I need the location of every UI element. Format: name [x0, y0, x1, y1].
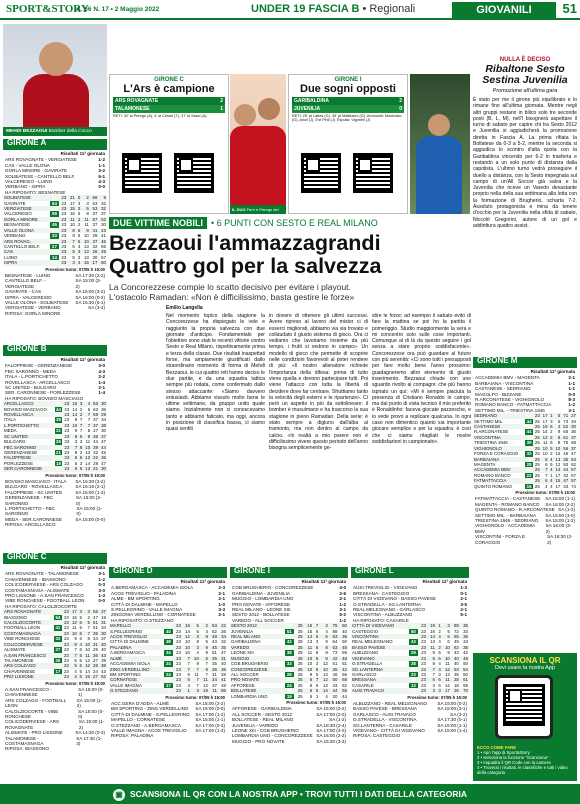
table-row: CAS 25 23 5 3 13 26 49 — [4, 249, 106, 255]
photo-caption: MEHDI BEZZAOUI Bomber della Cocco — [3, 127, 107, 136]
table-row: CASARILE 13 23 3 6 14 18 59 — [352, 682, 468, 688]
table-row: CHIAVENNESE 17 23 4 5 14 24 43 — [4, 668, 106, 674]
table-row: PRO NOVATE 27 25 6 7 12 50 68 — [231, 677, 347, 683]
girone-b-box: GIRONE B Risultati 11ª giornata FALOPPIESE - GERENZANESE 3-0 FBC SARONNO - MEDA 4-3 ITALA - L.PORTICHETTO 2-2 ROVELLASCA - ARCELLASCO 1-4 SC UNITED - BULGARO 2-1 SER. CARONNESE - PORLEZZESE 1-4 HA RIPOSATO: BOVISIO MASCIAGO ARCELLASCO 51 23 16 3 4 63 30 BOVISIO MASCIAGO 44 23 14 2 6 63 36 ROVELLASCA 44 23 14 2 7 59 29 ITALA 38 23 9 7 7 37 34 L.PORTICHETTO 37 23 10 7 7 37 38 MEDA 31 23 9 7 8 27 30 SC UNITED 30 23 8 6 9 36 37 BULGARO 26 23 3 3 11 44 47 FBC SARONNO 24 23 7 8 10 39 44 GERENZANESE 21 23 8 2 13 32 45 FALOPPIESE 21 23 5 6 12 22 36 PORLEZZESE 18 23 5 3 14 28 47 SER.CARONNESE 20 23 5 5 13 21 30 Prossimo turno: 07/05 h 15:00 BOVISIO MASCIAGO - ITALA SA 15:30 (2-2) BULGARO - ROVELLASCA SA 16:15 (2-1) FALOPPIESE - SC UNITED SA 15:00 (1-3) GERENZANESE - FBC SARONNO SA 15:00 (2-0) L.PORTICHETTO - FBC SARONNO SA 15:00 (1-0) MEDA - SER.CARONNESE SA 15:00 (0-0) RIPOSA: ARCELLASCO — [4, 344, 106, 528]
result-row: ACOS TREVIGLIO - PALADINA 2-1 — [111, 590, 225, 596]
table-row: GERENZANESE 21 23 8 2 13 32 45 — [4, 449, 106, 455]
table-row: BRESSANA 20 23 5 6 11 28 61 — [352, 677, 468, 683]
qr-code-icon[interactable] — [122, 153, 162, 193]
table-row: ROVELLASCA 44 23 14 2 7 59 29 — [4, 412, 106, 418]
table-row: ALL SOCCER 28 25 9 5 13 46 56 — [231, 671, 347, 677]
qr-code-icon[interactable] — [301, 153, 341, 193]
fixture-row: RIPOSA: ARCELLASCO — [5, 522, 56, 528]
promo-girone-c — [109, 74, 229, 214]
fixture-row: RIPOSA: GORLA MINORE — [5, 310, 61, 316]
standings-table — [3, 401, 107, 471]
table-row: ALBUZZANO 29 23 9 5 9 43 42 — [352, 650, 468, 656]
player-photo — [3, 24, 107, 127]
promo-c-team1: ARS ROVAGNATE 2 — [115, 98, 223, 104]
fixture-row: CANTELLO BELF. - VERGIATESE SA 15:00 (3-2) — [5, 278, 102, 289]
promo-c-scorers: RETI: 32' st Perego (A), 4' st Cesari (T), 37' st Sassi (A). — [113, 114, 208, 118]
result-row: ROVELLASCA - ARCELLASCO 1-4 — [5, 379, 105, 385]
table-row: PORLEZZESE 18 23 5 3 14 28 47 — [4, 460, 106, 466]
result-row: S.PELLEGRINO - VALLE IMAGNA 3-3 — [111, 607, 225, 613]
table-row: CORNATESE 24 23 6 7 11 34 41 — [110, 677, 226, 683]
table-row: SEDRIANO 55 23 17 1 5 71 27 — [474, 413, 576, 419]
scan-qr-box: SCANSIONA IL QR Devi usare la nostra App ECCO COME FARE 1 • Apri l'app di Sport&Story 2 • Seleziona la funzione "Scansiona" 3 • Inquadra il QR Code con la camera 4 • Troverai i risultati, le classifiche e tutti i video della categoria — [473, 653, 577, 781]
table-row: COLICODERVIESE 31 23 9 4 10 31 40 — [4, 641, 106, 647]
result-row: CGB BRUGHERIO - CONCOREZZESE 4-0 — [232, 585, 346, 591]
table-row: ZING.VERDELLINO 24 23 7 7 9 36 36 — [110, 666, 226, 672]
table-row: QUINTO ROMANO 16 25 4 4 17 33 74 — [474, 483, 576, 489]
fixture-row: ALL SOCCER - SESTO 2012 SA 17:00 (2-0) — [232, 711, 346, 717]
result-row: FALOPPIESE - GERENZANESE 3-0 — [5, 363, 105, 369]
result-row: ZINGONIA VERDELLINO - CORNATESE 2-1 — [111, 612, 225, 618]
category-tag: GIOVANILI — [452, 2, 556, 19]
fixture-row: GAVIRATE - CAS SA 15:00 (3-2) — [5, 289, 105, 295]
result-row: HA RIPOSATO: O.STEZZANO — [111, 617, 174, 623]
table-row: REAL MILANO 47 25 14 5 6 63 36 — [231, 634, 347, 640]
fixture-row: RIPOSA: IBASSONO — [5, 746, 49, 752]
table-row: L.PORTICHETTO 37 23 10 7 7 37 38 — [4, 422, 106, 428]
table-row: BOLLATESE 23 25 6 5 14 44 56 — [231, 688, 347, 694]
table-row: AFFORESE 24 25 6 6 13 43 62 — [231, 682, 347, 688]
girone_i-title: GIRONE I — [230, 567, 348, 578]
fixture-row: FATMATTACCIA - CASTANESE SA 15:00 (1-1) — [475, 496, 575, 502]
table-row: CALOLZIOCORTE 45 23 12 6 5 51 31 — [4, 620, 106, 626]
table-row: O.STRADELLA 28 23 8 4 11 40 50 — [352, 661, 468, 667]
table-row: IBASSONO 54 23 16 5 2 47 19 — [4, 614, 106, 620]
table-row: SETTIMO MIL. 44 25 17 3 5 73 34 — [474, 418, 576, 424]
article-col-3: stire le forze; ad esempio il sabato evito di fare la mattina se poi ho la partita il pomeriggio. Studio maggiormente la sera e mi concentro solo sulle cose importanti. Comunque al di là da questo seguire i gol senza a stare proprio soddisfacente». Concorezzese ora può guardare al futuro con più serenità: «Ci sono tutti i presupposti per fare molto bene l'anno prossimo: guadagneremo altro elemento di giusto inserimento. Bezzaoui chiude con uno sguardo rivolto ai compagni: che più hanno ispirato un qui: «Mi è sempre piaciuta la presenza di Cristiano Ronaldo in campo, ma dal punto di vista tecnico il mio preferito è Ronaldinho: faceva giocate pazzesche, e io vede provo a replicare qualcuna. In ogni caso non dimentico quanto sia importante giocare semplice e per la squadra: è così che ci siamo ritagliati le nostre soddisfazioni in campionato». — [372, 313, 471, 445]
table-row: SG.LANTERNA 21 23 7 4 12 53 54 — [352, 666, 468, 672]
girone-d-box: GIRONE D Risultati 11ª giornata A.BERGAMASCA - ACCADEMIA ISOLA 2-3 ACOS TREVIGLIO - PALADINA 2-1 ALME - BM SPORTING 2-1 CITTÀ DI DALMINE - MAPELLO 1-0 S.PELLEGRINO - VALLE IMAGNA 3-3 ZINGONIA VERDELLINO - CORNATESE 2-1 HA RIPOSATO: O.STEZZANO MAPELLO 58 23 16 5 2 53 22 S.PELLEGRINO 40 23 14 5 4 52 26 ACOS TREVIGLIO 39 23 12 3 8 48 34 CITTÀ DI DALMINE 38 23 10 8 5 43 32 PALADINA 34 23 10 3 9 45 35 A.BERGAMASCA 34 23 10 4 9 51 47 ALMÈ 31 23 7 10 6 35 31 ACCADEMIA ISOLA 24 23 7 9 7 35 40 ZING.VERDELLINO 24 23 7 7 9 36 36 BM SPORTING 24 23 5 11 7 31 28 CORNATESE 24 23 6 7 11 34 41 VALLE IMAGNA 17 23 4 7 12 37 48 O.STEZZANO 8 23 1 3 19 11 86 Prossimo turno: 07/05 h 15:00 ACC.GERA D'ADDA - ALMÈ SA 15:00 (2-2) BM SPORTING - ZING.VERDELLINO SA 15:00 (0-0) CITTÀ DI DALMINE - S.PELLEGRINO SA 17:00 (1-2) MAPELLO - CORNATESE SA 15:00 (1-1) O.STEZZANO - A.BERGAMASCA SA 17:00 (0-3) VALLE IMAGNA - ACOS TREVIGLIO SA 17:00 (1-4) RIPOSA: PALADINA — [110, 566, 226, 739]
table-row: PALADINA 34 23 10 3 9 45 35 — [110, 644, 226, 650]
result-row: PRO NOVATE - AFFORESE 1-2 — [232, 601, 346, 607]
table-row: BARBAIANA 28 25 8 4 13 35 54 — [474, 456, 576, 462]
table-row: FALOPPIESE 21 23 5 6 12 22 36 — [4, 455, 106, 461]
table-row: COSTAMASNAGA 37 23 10 6 7 35 30 — [4, 630, 106, 636]
table-row: CANTELLO BELF. 27 23 6 3 13 32 65 — [4, 243, 106, 249]
table-row: ARCELLASCO 51 23 16 3 4 63 30 — [4, 401, 106, 407]
result-row: SER. CARONNESE - PORLEZZESE 1-4 — [5, 390, 105, 396]
result-row: CHIAVENNESE - IBASSONO 1-2 — [5, 576, 105, 582]
table-row: LOMBARDIA UNO 19 25 5 1 4 20 44 — [231, 693, 347, 699]
result-row: CAS - VALLE OLONA 1-1 — [5, 162, 105, 168]
table-row: VALLE OLONA 38 23 8 6 9 41 43 — [4, 227, 106, 233]
result-row: ALME - BM SPORTING 2-1 — [111, 596, 225, 602]
result-row: REAL MILANO - LEONE XIII 3-1 — [232, 607, 346, 613]
table-row: ITALA 38 23 9 7 7 37 34 — [4, 417, 106, 423]
result-row: ROMANO BANCO - FATMATTACCIA 1-2 — [475, 402, 575, 408]
fixture-row: O.STRADELLA - VISCONTINA SA 17:30 (0-1) — [353, 717, 467, 723]
result-row: MUGGIO - LOMBARDIA UNO 2-1 — [232, 596, 346, 602]
fixture-row: COLICODERVIESE - ARS ROVAGNATE SA 15:00 (1-2) — [5, 719, 105, 730]
result-row: SESTO 2012 - BOLLATESE 5-2 — [232, 612, 346, 618]
table-row: O.STEZZANO 8 23 1 3 19 11 86 — [110, 688, 226, 694]
result-row: GORLA MINORE - GAVIRATE 3-2 — [5, 168, 105, 174]
result-row: O.STRADELLA - SG.LANTERNA 3-5 — [353, 601, 467, 607]
table-row: LEONE XIII 38 25 11 6 8 73 69 — [231, 650, 347, 656]
table-row: ARS COLZAGO 21 23 5 6 12 28 38 — [4, 663, 106, 669]
table-row: JUVENILIA 51 25 15 6 4 88 40 — [231, 628, 347, 634]
fixture-row: O.STEZZANO - A.BERGAMASCA SA 17:00 (0-3) — [111, 722, 225, 728]
table-row: VALCERESIO 59 23 16 5 8 37 37 — [4, 211, 106, 217]
table-row: VERGIATESE 44 23 15 3 5 53 32 — [4, 206, 106, 212]
girone_m-title: GIRONE M — [473, 357, 577, 368]
table-row: ARS ROVAGNATE 54 23 17 3 3 65 27 — [4, 609, 106, 615]
table-row: TRIESTINA 1946 39 25 11 6 8 75 68 — [474, 440, 576, 446]
fixture-row: VALLE IMAGNA - ACOS TREVIGLIO SA 17:00 (1-4) — [111, 727, 225, 733]
table-row: S.PELLEGRINO 40 23 14 5 4 52 26 — [110, 628, 226, 634]
qr-icon: ▣ — [113, 789, 125, 801]
fixture-row: JUVENILIA - VAREDO SA 18:30 (2-4) — [232, 722, 346, 728]
table-row: CITTÀ DI VIGEVANO 60 23 19 1 3 89 35 — [352, 623, 468, 629]
phone-icon — [495, 675, 553, 739]
table-row: CGB BRUGHERIO 33 25 10 3 12 51 51 — [231, 661, 347, 667]
fixture-row: VALLE OLONA - SOLBIATESE SA 15:30 (5-1) — [5, 299, 105, 305]
girone_l-title: GIRONE L — [351, 567, 469, 578]
table-row: FBC SARONNO 24 23 7 8 10 39 44 — [4, 444, 106, 450]
fixture-row: TRIESTINA 1946 - SEDRIANO SA 15:00 (1-2) — [475, 517, 575, 523]
fixture-row: VIGHIGNOLO - ACCADEMIA BMV SA 16:00 (3-2) — [475, 523, 572, 534]
promo-c-label: GIRONE C — [154, 77, 184, 83]
promo-i-team2: JUVENILIA 0 — [294, 106, 402, 112]
table-row: FATMATTACCIA 22 25 6 4 15 47 57 — [474, 478, 576, 484]
result-row: VIBE RONCHESE - FOOTBALL LEON 0-0 — [5, 598, 105, 604]
result-row: CITTÀ DI DALMINE - MAPELLO 1-0 — [111, 601, 225, 607]
table-row: PRO LISSONE 14 23 3 5 15 27 52 — [4, 674, 106, 680]
girone_c-title: GIRONE C — [3, 553, 107, 564]
result-row: VAREDO - ALL SOCCER 1-2 — [232, 617, 346, 623]
page-footer: ▣ SCANSIONA IL QR CON LA NOSTRA APP • TROVI TUTTI I DATI DELLA CATEGORIA — [0, 784, 580, 804]
standings-table — [109, 623, 227, 693]
sidebar-story: NULLA È DECISO Ribaltone Sesto Sestina Juvenilia Promozione all'ultima gara È stato per me il girone più equilibrato e lo rimane fino all'ultima giornata. Mentre negli altri gruppi restano in bilico solo tre seconde posti (B, L, M), nell'I bisognerà aspettare il turno di sabato per capire chi tra Sesto 2012 e Juvenilia si aggiudicherà la promozione diretta in Fascia A. La prima rifiata la Bollatese da 0-3 a 5-2, mentre la seconda si aggiudica lo scontro d'alta quota con la Garibaldina vincendo per 6-2 in trasferta e restando a un solo punto di distanza dalla capolista. L'ultimo turno vedrà proseguire il duello a distanza, con la Sesto impegnata sul campo di un'All Soccer già salva e la Juvenilia che riceve un Varedo devastante proprio nella della sua settimana alla lotta con la formazione di Brugherio, scharta 7-2. Assoluto protagonista e mina da tenere d'occhio per la Juvenilia nella sfida di sabato, Niccolò Gregorini, autore di un gol e addirittura quattro assist. — [473, 57, 577, 229]
table-row: SOLBIATESE 34 23 21 0 2 66 9 — [4, 195, 106, 201]
table-row: SC UNITED 30 23 8 6 9 36 37 — [4, 433, 106, 439]
table-row: CASTANESE 48 25 15 6 4 52 30 — [474, 424, 576, 430]
fixture-row: GARLASCO - AUSI.TRAVACO SA (3-2) — [353, 711, 467, 717]
result-row: VERBANO - ISPRA 0-0 — [5, 184, 105, 190]
table-row: VERBANO 33 23 8 5 10 29 41 — [4, 233, 106, 239]
result-row: CASTANESE - SEDRIANO 1-1 — [475, 386, 575, 392]
result-row: HA RIPOSATO: BESNATESE — [5, 189, 66, 195]
player-head — [39, 42, 73, 76]
table-row: MAGENTA 28 25 8 5 12 50 62 — [474, 461, 576, 467]
table-row: VISCONTINA 38 25 12 2 8 61 37 — [474, 434, 576, 440]
fixture-row: RIPOSA: PALADINA — [111, 733, 154, 739]
fixture-row: BOLLATESE - REAL MILANO SA (1-2) — [232, 717, 346, 723]
result-row: COLICODERVIESE - ARS COLZAGO 0-3 — [5, 582, 105, 588]
result-row: COSTAMASNAGA - ALISMATE 3-0 — [5, 587, 105, 593]
fixture-row: ALBUZZANO - REAL MELEGNANO SA 15:00 (0-2) — [353, 700, 467, 706]
girone-l-box: GIRONE L Risultati 11ª giornata AUSI.TREVIGLIO - VIGEVANO 1-3 BRESSANA - CASTEGGIO 0-1 CITTÀ DI VIGEVANO - BASSO PAVESE 2-1 O.STRADELLA - SG.LANTERNA 3-5 REAL MELEGNANO - GARLASCO 2-1 VISCONTINA - ALBUZZANO 5-1 HA RIPOSATO: CASARILE CITTÀ DI VIGEVANO 60 23 19 1 3 89 35 CASTEGGIO 50 23 16 2 5 72 33 VISCONTINA 44 23 14 4 5 55 36 REAL MELEGNANO 43 23 13 4 6 49 34 BASSO PAVESE 33 23 11 2 10 62 35 ALBUZZANO 29 23 9 5 9 43 42 VIGEVANO 26 23 8 5 10 40 48 O.STRADELLA 28 23 8 4 11 40 50 SG.LANTERNA 21 23 7 4 12 53 54 GARLASCO 23 23 7 3 13 35 50 BRESSANA 20 23 5 6 11 28 61 CASARILE 13 23 3 6 14 18 59 AUSI.TRAVACO 11 23 3 3 17 26 70 Prossimo turno: 07/05 h 15:00 ALBUZZANO - REAL MELEGNANO SA 15:00 (0-2) BASSO PAVESE - BRESSANA SA 15:00 (3-1) GARLASCO - AUSI.TRAVACO SA (3-2) O.STRADELLA - VISCONTINA SA 17:30 (0-1) SG.LANTERNA - CASARILE SA 15:00 (1-1) VIGEVANO - CITTÀ DI VIGEVANO SA 15:00 (1-4) RIPOSA: CASTEGGIO — [352, 566, 468, 739]
table-row: MUGGIO 34 25 10 6 9 42 48 — [231, 655, 347, 661]
juvenilia-photo — [410, 74, 470, 214]
fixture-row: GERENZANESE - FBC SARONNO SA 15:00 (2-0) — [5, 495, 102, 506]
table-row: ACCADEMIA BMV 28 25 7 4 14 44 57 — [474, 467, 576, 473]
table-row: CITTÀ DI DALMINE 38 23 10 8 5 43 32 — [110, 639, 226, 645]
table-row: VISCONTINA 44 23 14 4 5 55 36 — [352, 634, 468, 640]
table-row: FOOTBALL LEON 41 23 11 5 7 51 34 — [4, 625, 106, 631]
team-photo — [230, 74, 286, 214]
table-row: CASTEGGIO 50 23 16 2 5 72 33 — [352, 628, 468, 634]
table-row: REAL MELEGNANO 43 23 13 4 6 49 34 — [352, 639, 468, 645]
result-row: PRO LISSONE - A.SAN FRANCESCO 1-3 — [5, 593, 105, 599]
result-row: FBC SARONNO - MEDA 4-3 — [5, 368, 105, 374]
page-header — [0, 0, 580, 20]
table-row: ROMANO BANCO 22 25 7 1 17 32 67 — [474, 472, 576, 478]
fixture-row: CALOLZIOCORTE - VIBE RONCHESE SA 15:00 (0-0) — [5, 708, 104, 719]
player-shirt — [23, 74, 89, 127]
result-row: MAGOLFO - BIZZANE 0-0 — [475, 391, 575, 397]
fixture-row: MAPELLO - CORNATESE SA 15:00 (1-1) — [111, 717, 225, 723]
fixture-row: FALOPPIESE - SC UNITED SA 15:00 (1-3) — [5, 489, 105, 495]
table-row: VIBE RONCHESE 33 23 9 6 8 34 37 — [4, 636, 106, 642]
fixture-row: CITTÀ DI DALMINE - S.PELLEGRINO SA 17:00 (1-2) — [111, 711, 225, 717]
fixture-row: ALISMATE - PRO LISSONE SA 14:30 (0-3) — [5, 730, 105, 736]
table-row: ACCADEMIA ISOLA 24 23 7 9 7 35 40 — [110, 661, 226, 667]
fixture-row: BM SPORTING - ZING.VERDELLINO SA 15:00 (0-0) — [111, 706, 225, 712]
standings-table — [473, 413, 577, 489]
article-author: Emilio Langella — [166, 305, 203, 311]
result-row: ACCADEMIA BMV - MAGENTA 2-1 — [475, 375, 575, 381]
result-row: A.BERGAMASCA - ACCADEMIA ISOLA 2-3 — [111, 585, 225, 591]
result-row: SETTIMO MIL. - TRIESTINA 1946 3-1 — [475, 407, 575, 413]
result-row: HA RIPOSATO: CASARILE — [353, 617, 409, 623]
fixture-row: VIGEVANO - CITTÀ DI VIGEVANO SA 15:00 (1-4) — [353, 727, 467, 733]
table-row: MEDA 31 23 9 7 8 27 30 — [4, 428, 106, 434]
table-row: ISPRA 13 23 3 4 16 17 60 — [4, 260, 106, 266]
girone_a-title: GIRONE A — [3, 139, 107, 150]
fixture-row: VERGIATESE - VERBANO SA (3-4) — [5, 305, 105, 311]
table-row: SESTO 2012 53 25 15 7 3 75 50 — [231, 623, 347, 629]
table-row: VIGHIGNOLO 35 25 10 5 10 56 37 — [474, 445, 576, 451]
issue-info: A. 66 N. 17 • 2 Maggio 2022 — [76, 5, 160, 13]
table-row: A.SAN FRANCESCO 26 23 7 5 11 36 43 — [4, 652, 106, 658]
result-row: HA RIPOSATO: BOVISIO MASCIAGO — [5, 395, 84, 401]
fixture-row: LEONE XIII - CGB BRUGHERIO SA 17:00 (4-0) — [232, 727, 346, 733]
result-row: ARS ROVAGNATE - TALAMONESE 3-1 — [5, 571, 105, 577]
table-row: GARIBALDINA 42 25 13 3 9 64 50 — [231, 639, 347, 645]
fixture-row: QUINTO ROMANO - R.ARCONATESE SA (1-3) — [475, 507, 575, 513]
fixture-row: MEDA - SER.CARONNESE SA 15:00 (0-0) — [5, 516, 105, 522]
girone-a-box: GIRONE A Risultati 11ª giornata ARS ROVAGNATE - VERGIATESE 1-2 CAS - VALLE OLONA 1-1 GORLA MINORE - GAVIRATE 3-2 SOLBIATESE - CANTELLO BELF. 5-1 VALCERESIO - LUINO 4-3 VERBANO - ISPRA 0-0 HA RIPOSATO: BESNATESE SOLBIATESE 34 23 21 0 2 66 9 GAVIRATE 64 23 17 3 3 63 32 VERGIATESE 44 23 15 3 5 53 32 VALCERESIO 59 23 16 5 8 37 37 GORLA MINORE 58 23 11 2 11 57 52 BESNATESE 45 23 10 2 11 37 30 VALLE OLONA 38 23 8 6 9 41 43 VERBANO 33 23 8 5 10 29 41 ARS ROVAG. 27 23 7 6 10 37 46 CANTELLO BELF. 27 23 6 3 13 32 65 CAS 25 23 5 3 13 26 49 LUINO 14 23 5 3 13 30 57 ISPRA 13 23 3 4 16 17 60 Prossimo turno: 07/05 h 15:00 BESNATESE - LUINO SA 17:30 (2-2) CANTELLO BELF. - VERGIATESE SA 15:00 (3-2) GAVIRATE - CAS SA 15:00 (3-2) ISPRA - VALCERESIO SA 16:00 (0-2) VALLE OLONA - SOLBIATESE SA 15:30 (5-1) VERGIATESE - VERBANO SA (3-4) RIPOSA: GORLA MINORE — [4, 138, 106, 316]
table-row: BASSO PAVESE 33 23 11 2 10 62 35 — [352, 644, 468, 650]
fixture-row: L.PORTICHETTO - FBC SARONNO SA 15:00 (1-0) — [5, 505, 103, 517]
fixture-row: ACC.GERA D'ADDA - ALMÈ SA 15:00 (2-2) — [111, 700, 225, 706]
result-row: R.ARCONATESE - VIGHIGNOLO 8-3 — [475, 397, 575, 403]
table-row: LUINO 14 23 5 3 13 30 57 — [4, 254, 106, 260]
section-title: UNDER 19 FASCIA B • Regionali — [251, 3, 416, 15]
table-row: ARS ROVAG. 27 23 7 6 10 37 46 — [4, 238, 106, 244]
table-row: GORLA MINORE 58 23 11 2 11 57 52 — [4, 216, 106, 222]
page-number: 51 — [562, 1, 577, 16]
fixture-row: VISCONTINI - FORZA E CORAGGIO SA 18:30 (2-2) — [475, 534, 573, 545]
fixture-row: BASSO PAVESE - BRESSANA SA 15:00 (3-1) — [353, 706, 467, 712]
article-kicker: DUE VITTIME NOBILI • 6 PUNTI CON SESTO E REAL MILANO — [109, 217, 378, 229]
girone-c-box: GIRONE C Risultati 11ª giornata ARS ROVAGNATE - TALAMONESE 3-1 CHIAVENNESE - IBASSONO 1-2 COLICODERVIESE - ARS COLZAGO 0-3 COSTAMASNAGA - ALISMATE 3-0 PRO LISSONE - A.SAN FRANCESCO 1-3 VIBE RONCHESE - FOOTBALL LEON 0-0 HA RIPOSATO: CALOLZIOCORTE ARS ROVAGNATE 54 23 17 3 3 65 27 IBASSONO 54 23 16 5 2 47 19 CALOLZIOCORTE 45 23 12 6 5 51 31 FOOTBALL LEON 41 23 11 5 7 51 34 COSTAMASNAGA 37 23 10 6 7 35 30 VIBE RONCHESE 33 23 9 6 8 34 37 COLICODERVIESE 31 23 9 4 10 31 40 ALISMATE 27 23 7 6 10 25 40 A.SAN FRANCESCO 26 23 7 5 11 36 43 TALAMONESE 25 23 5 5 12 27 39 ARS COLZAGO 21 23 5 6 12 28 38 CHIAVENNESE 17 23 4 5 14 24 43 PRO LISSONE 14 23 3 5 15 27 52 Prossimo turno: 07/05 h 15:00 A.SAN FRANCESCO - CHIAVENNESE SA 15:00 (0-1) ARS COLZAGO - FOOTBALL LEON SA 15:00 (1-2) CALOLZIOCORTE - VIBE RONCHESE SA 15:00 (0-0) COLICODERVIESE - ARS ROVAGNATE SA 15:00 (1-2) ALISMATE - PRO LISSONE SA 14:30 (0-3) TALAMONESE - COSTAMASNAGA SA 17:30 (1-3) RIPOSA: IBASSONO — [4, 552, 106, 752]
result-row: VISCONTINA - ALBUZZANO 5-1 — [353, 612, 467, 618]
promo-i-team1: GARIBALDINA 2 — [294, 98, 402, 104]
qr-code-icon[interactable] — [503, 684, 545, 726]
table-row: CONCOREZZESE 30 25 10 5 10 35 42 — [231, 666, 347, 672]
promo-c-title: L'Ars è campione — [123, 83, 215, 95]
fixture-row: AFFORESE - GARIBALDINA SA 15:00 (0-2) — [232, 706, 346, 712]
standings-table — [3, 195, 107, 265]
promo-i-title: Due sogni opposti — [300, 83, 396, 95]
promo-i-label: GIRONE I — [334, 77, 362, 83]
table-row: BM SPORTING 24 23 5 11 7 31 28 — [110, 671, 226, 677]
result-row: ITALA - L.PORTICHETTO 2-2 — [5, 374, 105, 380]
fixture-row: SETTIMO MIL. - BARBAIANA SA 15:00 (3-0) — [475, 512, 575, 518]
result-row: AUSI.TREVIGLIO - VIGEVANO 1-3 — [353, 585, 467, 591]
result-row: CITTÀ DI VIGEVANO - BASSO PAVESE 2-1 — [353, 596, 467, 602]
article-col-2: in dovere di ottenere gli ultimi successi. Avere ripreso al lavoro del mister ci di esserci migliorati, abbiamo via via trovato e collaudato il giusto sistema di gioco. Ora ci vediamo che lavoriamo insieme da più tempo, i frutti si vedono in campo». Un modello di gioco che permette di scoprire nelle condizioni favorevoli al poter rendere di più: «Il nostro allenatore richiede l'importanza della difesa: prima di tutto viene quella e devono partecipare tutti. Poi viene l'attacco con tutta la libertà di decidere dove far centrare. Sfruttiamo tanto la velocità degli esterni e le ripartenze». Ci però un aspetto in più da sottolineare: il bomber è musulmano e ha trascorso la sua stagione in pieno Ramadan. Della serie: è stato sempre a digiuno dall'alba al tramonto, ma non dentro al campo da calcio. «In realtà a mio parere non è difficilissimo vivere questo periodo dell'anno bisogna semplicemente ge- — [269, 313, 368, 452]
table-row: SER.CARONNESE 20 23 5 5 13 21 30 — [4, 466, 106, 472]
result-row: BARBAIANA - VISCONTINA 1-1 — [475, 380, 575, 386]
result-row: BRESSANA - CASTEGGIO 0-1 — [353, 590, 467, 596]
promo-girone-i — [288, 74, 408, 214]
result-row: HA RIPOSATO: CALOLZIOCORTE — [5, 603, 77, 609]
result-row: SOLBIATESE - CANTELLO BELF. 5-1 — [5, 173, 105, 179]
fixture-row: ARS COLZAGO - FOOTBALL LEON SA 15:00 (1-2) — [5, 697, 103, 709]
fixture-row: TALAMONESE - COSTAMASNAGA SA 17:30 (1-3) — [5, 735, 102, 746]
table-row: R.ARCONATESE 44 25 14 2 9 66 36 — [474, 429, 576, 435]
table-row: MAPELLO 58 23 16 5 2 53 22 — [110, 623, 226, 629]
table-row: BOVISIO MASCIAGO 44 23 14 2 6 63 36 — [4, 406, 106, 412]
table-row: ALMÈ 31 23 7 10 6 35 31 — [110, 655, 226, 661]
fixture-row: MUGGIO - PRO NOVATE SA 15:30 (3-3) — [232, 738, 346, 744]
table-row: FORZA E CORAGGIO 32 25 10 2 13 45 47 — [474, 451, 576, 457]
promo-c-team2: TALAMONESE 1 — [115, 106, 223, 112]
team-photo-caption: IL DUO Ferri e Perego del Rovagnate — [230, 205, 286, 214]
girone_b-title: GIRONE B — [3, 345, 107, 356]
girone-m-box: GIRONE M Risultati 11ª giornata ACCADEMIA BMV - MAGENTA 2-1 BARBAIANA - VISCONTINA 1-1 CASTANESE - SEDRIANO 1-1 MAGOLFO - BIZZANE 0-0 R.ARCONATESE - VIGHIGNOLO 8-3 ROMANO BANCO - FATMATTACCIA 1-2 SETTIMO MIL. - TRIESTINA 1946 3-1 SEDRIANO 55 23 17 1 5 71 27 SETTIMO MIL. 44 25 17 3 5 73 34 CASTANESE 48 25 15 6 4 52 30 R.ARCONATESE 44 25 14 2 9 66 36 VISCONTINA 38 25 12 2 8 61 37 TRIESTINA 1946 39 25 11 6 8 75 68 VIGHIGNOLO 35 25 10 5 10 56 37 FORZA E CORAGGIO 32 25 10 2 13 45 47 BARBAIANA 28 25 8 4 13 35 54 MAGENTA 28 25 8 5 12 50 62 ACCADEMIA BMV 28 25 7 4 14 44 57 ROMANO BANCO 22 25 7 1 17 32 67 FATMATTACCIA 22 25 6 4 15 47 57 QUINTO ROMANO 16 25 4 4 17 33 74 Prossimo turno: 07/05 h 15:00 FATMATTACCIA - CASTANESE SA 15:00 (1-1) MAGENTA - ROMANO BANCO SA 16:00 (2-2) QUINTO ROMANO - R.ARCONATESE SA (1-3) SETTIMO MIL. - BARBAIANA SA 15:00 (3-0) TRIESTINA 1946 - SEDRIANO SA 15:00 (1-2) VIGHIGNOLO - ACCADEMIA BMV SA 16:00 (3-2) VISCONTINI - FORZA E CORAGGIO SA 18:30 (2-2) — [474, 356, 576, 545]
table-row: ALISMATE 27 23 7 6 10 25 40 — [4, 647, 106, 653]
fixture-row: BOVISIO MASCIAGO - ITALA SA 15:30 (2-2) — [5, 478, 105, 484]
fixture-row: A.SAN FRANCESCO - CHIAVENNESE SA 15:00 (0-1) — [5, 686, 104, 698]
promo-i-scorers: RETI: 25' pt Lattes (G), 35' pt Mattiuzzo (G). Ammoniti: Montrasio (G), Arioli (J), 5'st Pelli (J). Espulsi: Vigorelli (J) — [292, 114, 402, 123]
table-row: AUSI.TRAVACO 11 23 3 3 17 26 70 — [352, 688, 468, 694]
result-row: ARS ROVAGNATE - VERGIATESE 1-2 — [5, 157, 105, 163]
table-row: A.BERGAMASCA 34 23 10 4 9 51 47 — [110, 650, 226, 656]
fixture-row: ISPRA - VALCERESIO SA 16:00 (0-2) — [5, 294, 105, 300]
article-headline: Bezzaoui l'ammazzagrandi Quattro gol per la salvezza — [109, 231, 382, 278]
fixture-row: BULGARO - ROVELLASCA SA 16:15 (2-1) — [5, 484, 105, 490]
table-row: ACOS TREVIGLIO 39 23 12 3 8 48 34 — [110, 634, 226, 640]
standings-table — [3, 609, 107, 679]
table-row: TALAMONESE 25 23 5 5 12 27 39 — [4, 657, 106, 663]
qr-code-icon[interactable] — [353, 153, 393, 193]
girone_d-title: GIRONE D — [109, 567, 227, 578]
table-row: GAVIRATE 64 23 17 3 3 63 32 — [4, 200, 106, 206]
result-row: SC UNITED - BULGARO 2-1 — [5, 385, 105, 391]
table-row: BESNATESE 45 23 10 2 11 37 30 — [4, 222, 106, 228]
table-row: GARLASCO 23 23 7 3 13 35 50 — [352, 671, 468, 677]
table-row: VALLE IMAGNA 17 23 4 7 12 37 48 — [110, 682, 226, 688]
girone-i-box: GIRONE I Risultati 11ª giornata CGB BRUGHERIO - CONCOREZZESE 4-0 GARIBALDINA - JUVENILIA 2-6 MUGGIO - LOMBARDIA UNO 2-1 PRO NOVATE - AFFORESE 1-2 REAL MILANO - LEONE XIII 3-1 SESTO 2012 - BOLLATESE 5-2 VAREDO - ALL SOCCER 1-2 SESTO 2012 53 25 15 7 3 75 50 JUVENILIA 51 25 15 6 4 88 40 REAL MILANO 47 25 14 5 6 63 36 GARIBALDINA 42 25 13 3 9 64 50 VAREDO 38 25 11 6 8 53 48 LEONE XIII 38 25 11 6 8 73 69 MUGGIO 34 25 10 6 9 42 48 CGB BRUGHERIO 33 25 10 3 12 51 51 CONCOREZZESE 30 25 10 5 10 35 42 ALL SOCCER 28 25 9 5 13 46 56 PRO NOVATE 27 25 6 7 12 50 68 AFFORESE 24 25 6 6 13 43 62 BOLLATESE 23 25 6 5 14 44 56 LOMBARDIA UNO 19 25 5 1 4 20 44 Prossimo turno: 07/05 h 15:00 AFFORESE - GARIBALDINA SA 15:00 (0-2) ALL SOCCER - SESTO 2012 SA 17:00 (2-0) BOLLATESE - REAL MILANO SA (1-2) JUVENILIA - VAREDO SA 18:30 (2-4) LEONE XIII - CGB BRUGHERIO SA 17:00 (4-0) LOMBARDIA UNO - CONCOREZZESE SA 16:00 (2-2) MUGGIO - PRO NOVATE SA 15:30 (3-3) — [231, 566, 347, 744]
table-row: VAREDO 38 25 11 6 8 53 48 — [231, 644, 347, 650]
table-row: BULGARO 26 23 3 3 11 44 47 — [4, 439, 106, 445]
result-row: REAL MELEGNANO - GARLASCO 2-1 — [353, 607, 467, 613]
fixture-row: MAGENTA - ROMANO BANCO SA 16:00 (2-2) — [475, 501, 575, 507]
standings-table — [230, 623, 348, 699]
result-row: GARIBALDINA - JUVENILIA 2-6 — [232, 590, 346, 596]
qr-code-icon[interactable] — [174, 153, 214, 193]
standings-table — [351, 623, 469, 693]
article-deck: La Concorezzese compie lo scatto decisivo per evitare i playout. L'ostacolo Ramadan: «Non è difficilissimo, basta gestire le forze» — [109, 282, 355, 302]
fixture-row: LOMBARDIA UNO - CONCOREZZESE SA 16:00 (2-2) — [232, 733, 346, 739]
fixture-row: RIPOSA: CASTEGGIO — [353, 733, 401, 739]
fixture-row: SG.LANTERNA - CASARILE SA 15:00 (1-1) — [353, 722, 467, 728]
table-row: VIGEVANO 26 23 8 5 10 40 48 — [352, 655, 468, 661]
fixture-row: BESNATESE - LUINO SA 17:30 (2-2) — [5, 272, 105, 278]
article-col-1: Nel momento topico della stagione la Concorezzese ha dispiegato le vele e raggiunto la propria salvezza con due giornate d'anticipo. Fondamentale per l'obiettivo sono stati le recenti vittorie contro Sesto e Real Milano, rispettivamente prima e terza della classe. Due risultati inaspettati forse, ma ampiamente giustificati dallo straordinario momento di forma di Mehdi Bezzaoui, le cui quattro reti hanno deciso le due partite, e da una squadra tattica sempre più rodata, come confermato dallo stesso attaccante: «Siamo davvero entusiasti. Abbiamo vissuto molto bene le ultime settimane, da gruppo unito quale siamo. Inizialmente non ci conoscevamo tanto e abbiamo faticato, ma oggi, ancora in posizione di classifica bassa, ci siamo quasi sentiti — [166, 313, 265, 433]
result-row: VALCERESIO - LUINO 4-3 — [5, 179, 105, 185]
brand-logo: SPORT&STORY — [6, 3, 89, 15]
